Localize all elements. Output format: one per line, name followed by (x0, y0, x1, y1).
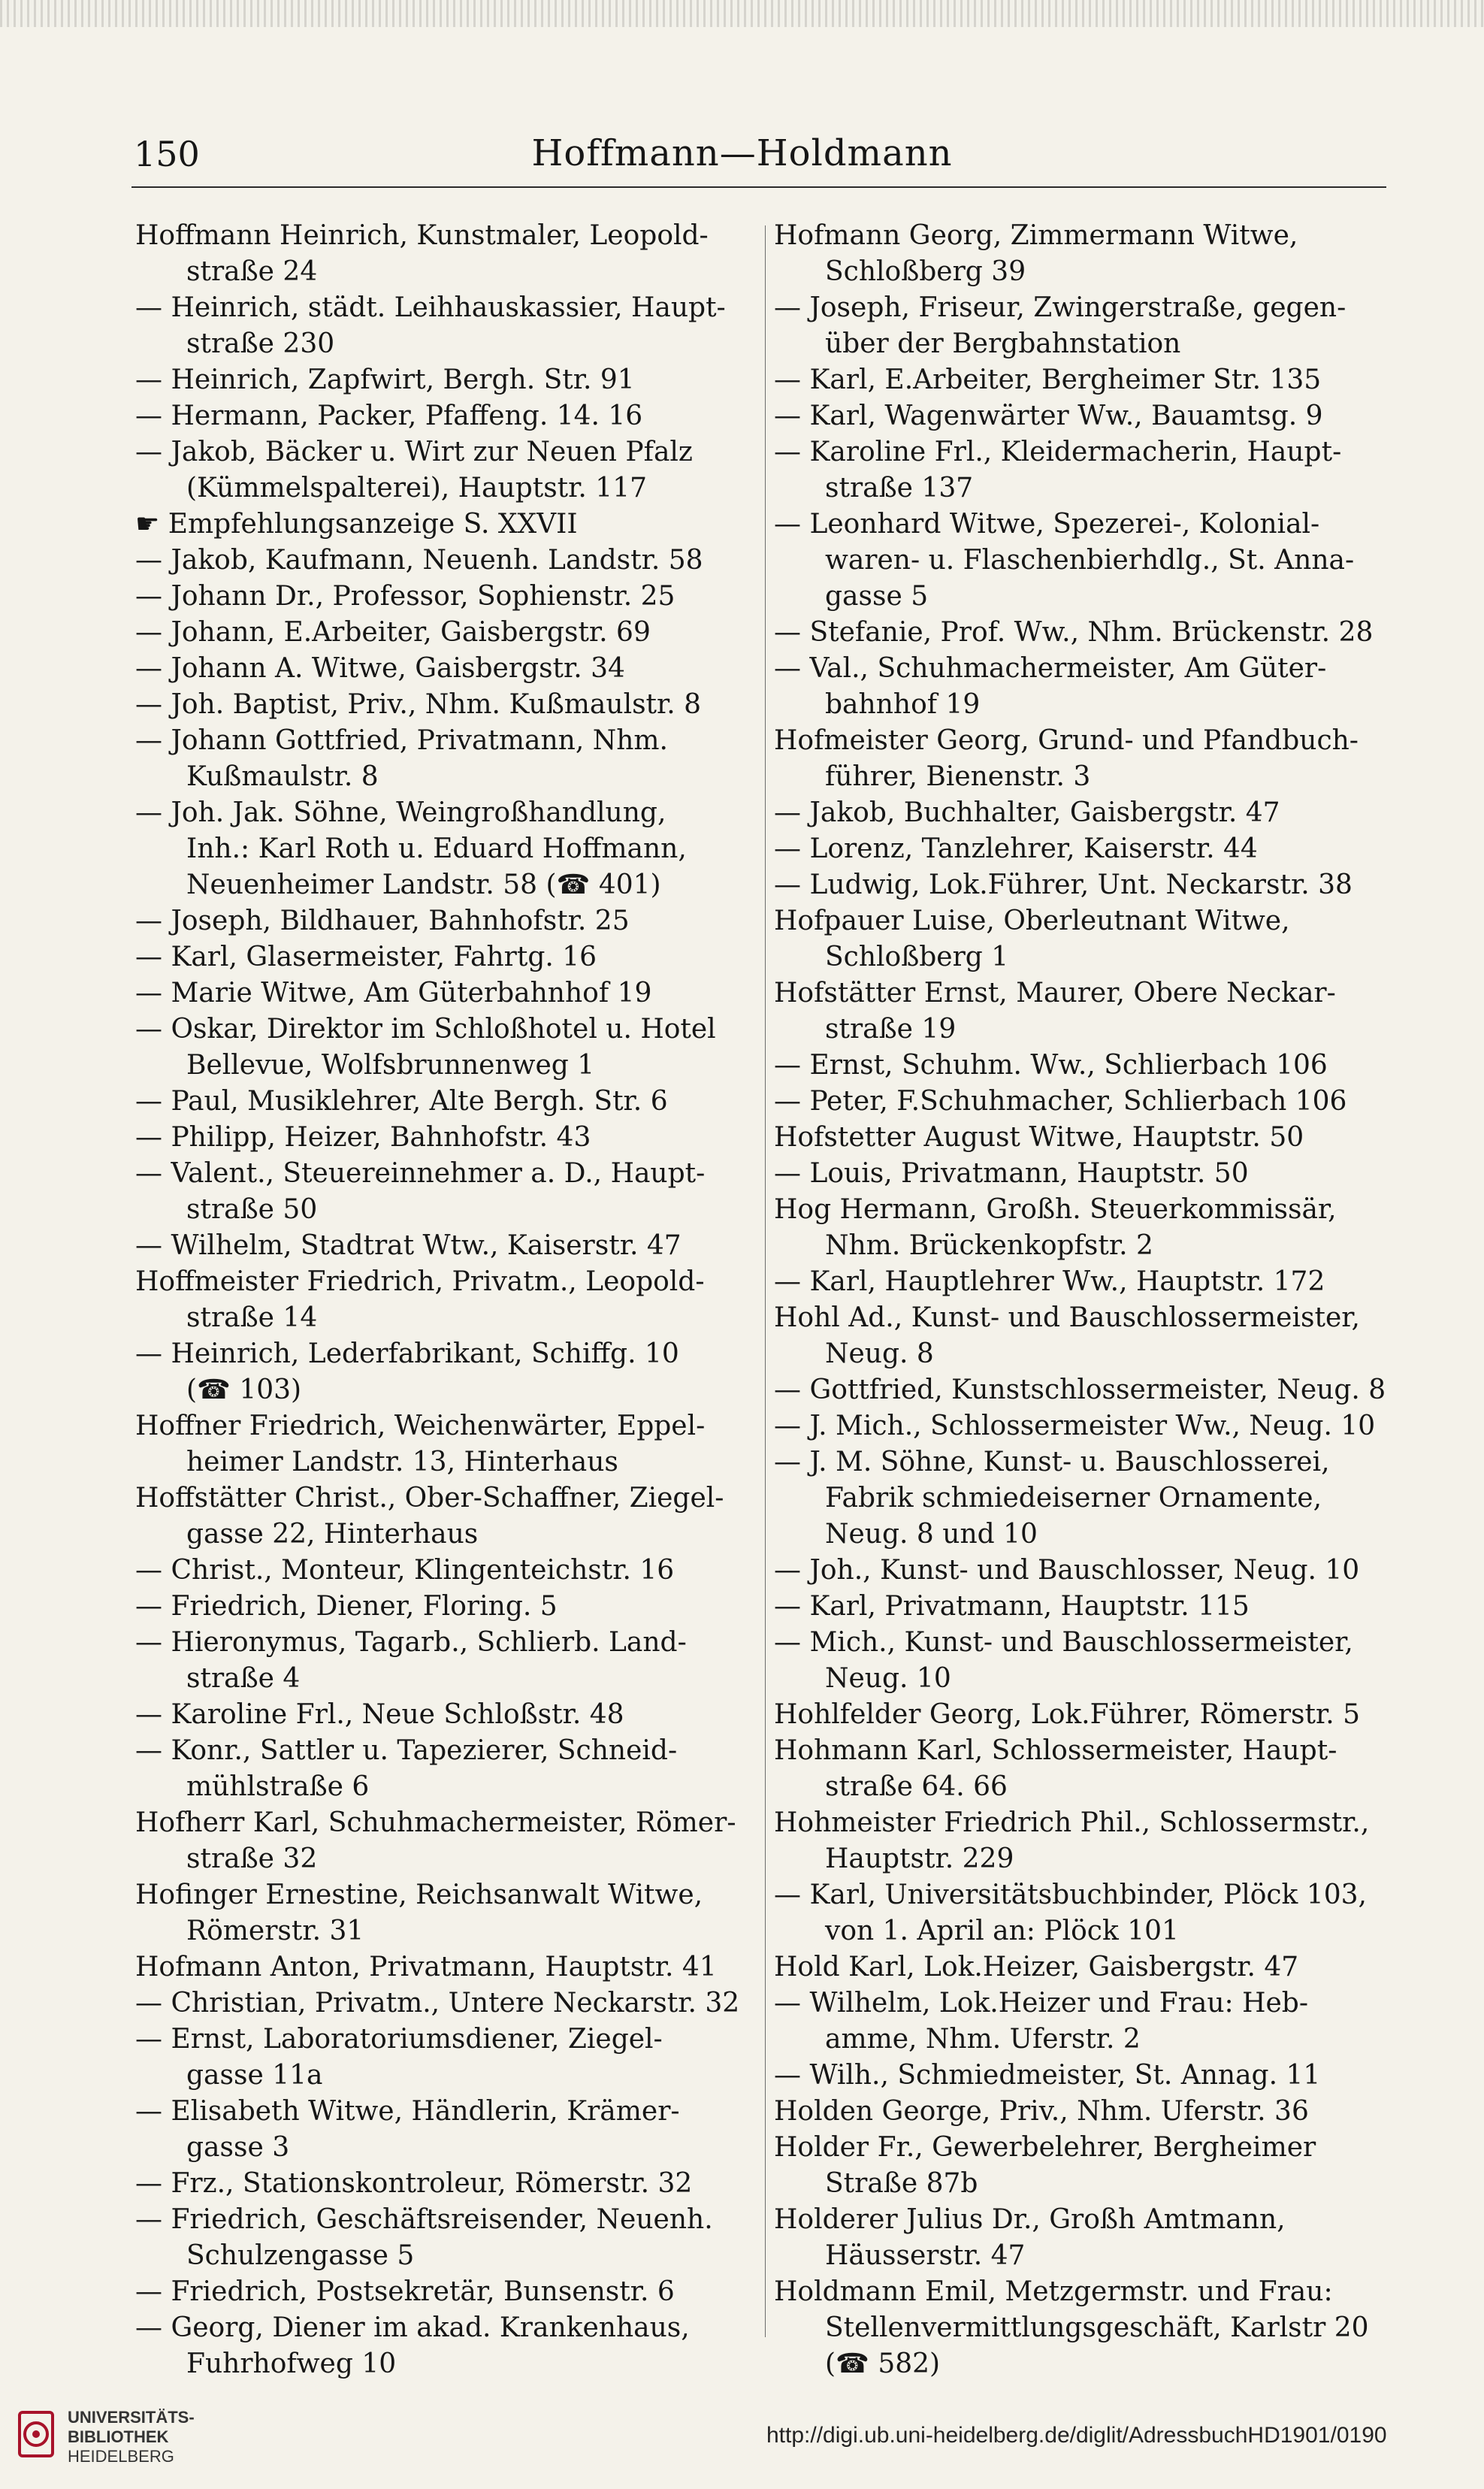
directory-entry: — Ludwig, Lok.Führer, Unt. Neckarstr. 38 (774, 869, 1353, 900)
directory-entry: — Joh. Baptist, Priv., Nhm. Kußmaulstr. 8 (135, 689, 702, 720)
directory-entry: Holder Fr., Gewerbelehrer, Bergheimer Straße 87b (774, 2132, 1316, 2199)
directory-entry: — Wilhelm, Lok.Heizer und Frau: Heb- amme, Nhm. Uferstr. 2 (774, 1988, 1309, 2055)
library-name-line1: UNIVERSITÄTS- (68, 2408, 195, 2427)
directory-entry: — Ernst, Schuhm. Ww., Schlierbach 106 (774, 1050, 1328, 1081)
directory-entry: Hoffner Friedrich, Weichenwärter, Eppel- heimer Landstr. 13, Hinterhaus (135, 1411, 706, 1477)
directory-entry: — Karl, Privatmann, Hauptstr. 115 (774, 1591, 1250, 1622)
scan-edge-noise (0, 0, 1484, 27)
directory-entry: — Mich., Kunst- und Bauschlossermeister, Neug. 10 (774, 1627, 1353, 1694)
directory-entry: — Johann Gottfried, Privatmann, Nhm. Kußmaulstr. 8 (135, 725, 668, 792)
column-divider (765, 225, 766, 2337)
directory-entry: — Friedrich, Diener, Floring. 5 (135, 1591, 558, 1622)
directory-entry: Hog Hermann, Großh. Steuerkommissär, Nhm. Brückenkopfstr. 2 (774, 1194, 1337, 1261)
directory-entry: — Jakob, Bäcker u. Wirt zur Neuen Pfalz (Kümmelspalterei), Hauptstr. 117 (135, 437, 693, 504)
directory-entry: — Philipp, Heizer, Bahnhofstr. 43 (135, 1122, 591, 1153)
directory-entry: Hofherr Karl, Schuhmachermeister, Römer- straße 32 (135, 1807, 736, 1874)
directory-entry: ☛ Empfehlungsanzeige S. XXVII (135, 509, 578, 540)
header-rule (131, 186, 1386, 188)
directory-entry: — Gottfried, Kunstschlossermeister, Neug. 8 (774, 1375, 1386, 1405)
directory-entry: Hold Karl, Lok.Heizer, Gaisbergstr. 47 (774, 1952, 1299, 1982)
directory-entry: — Karoline Frl., Kleidermacherin, Haupt- straße 137 (774, 437, 1342, 504)
directory-entry: — Jakob, Buchhalter, Gaisbergstr. 47 (774, 797, 1280, 828)
directory-entry: — Hieronymus, Tagarb., Schlierb. Land- straße 4 (135, 1627, 687, 1694)
directory-entry: — Friedrich, Geschäftsreisender, Neuenh. Schulzengasse 5 (135, 2204, 713, 2271)
directory-entry: Hofstetter August Witwe, Hauptstr. 50 (774, 1122, 1304, 1153)
directory-entry: — Lorenz, Tanzlehrer, Kaiserstr. 44 (774, 833, 1258, 864)
directory-entry: — Karl, Wagenwärter Ww., Bauamtsg. 9 (774, 401, 1323, 431)
directory-entry: — Valent., Steuereinnehmer a. D., Haupt- straße 50 (135, 1158, 706, 1225)
directory-entry: — Georg, Diener im akad. Krankenhaus, Fuhrhofweg 10 (135, 2312, 690, 2379)
directory-entry: — J. M. Söhne, Kunst- u. Bauschlosserei, Fabrik schmiedeiserner Ornamente, Neug. 8 und 10 (774, 1447, 1330, 1550)
directory-entry: — Peter, F.Schuhmacher, Schlierbach 106 (774, 1086, 1347, 1117)
directory-entry: — Konr., Sattler u. Tapezierer, Schneid- mühlstraße 6 (135, 1735, 678, 1802)
directory-entry: — Christ., Monteur, Klingenteichstr. 16 (135, 1555, 675, 1586)
directory-entry: — Marie Witwe, Am Güterbahnhof 19 (135, 978, 652, 1009)
directory-entry: — Johann Dr., Professor, Sophienstr. 25 (135, 581, 676, 612)
directory-entry: — Joh., Kunst- und Bauschlosser, Neug. 10 (774, 1555, 1360, 1586)
directory-entry: — Ernst, Laboratoriumsdiener, Ziegel- gasse 11a (135, 2024, 663, 2091)
directory-entry: — Karl, Glasermeister, Fahrtg. 16 (135, 942, 597, 972)
university-seal-icon (15, 2403, 57, 2465)
directory-entry: Hohl Ad., Kunst- und Bauschlossermeister, Neug. 8 (774, 1302, 1360, 1369)
directory-entry: Hohmann Karl, Schlossermeister, Haupt- straße 64. 66 (774, 1735, 1337, 1802)
directory-entry: — Joseph, Bildhauer, Bahnhofstr. 25 (135, 906, 630, 936)
directory-entry: — Hermann, Packer, Pfaffeng. 14. 16 (135, 401, 643, 431)
directory-entry: Hofstätter Ernst, Maurer, Obere Neckar- straße 19 (774, 978, 1336, 1045)
library-name (68, 2408, 195, 2466)
directory-entry: — Val., Schuhmachermeister, Am Güter- bahnhof 19 (774, 653, 1327, 720)
directory-entry: Hofpauer Luise, Oberleutnant Witwe, Schloßberg 1 (774, 906, 1290, 972)
directory-entry: — Karoline Frl., Neue Schloßstr. 48 (135, 1699, 624, 1730)
directory-entry: Hohlfelder Georg, Lok.Führer, Römerstr. 5 (774, 1699, 1361, 1730)
directory-entry: — Karl, Hauptlehrer Ww., Hauptstr. 172 (774, 1266, 1325, 1297)
directory-entry: Holdmann Emil, Metzgermstr. und Frau: Stellenvermittlungsgeschäft, Karlstr 20 (☎ 582) (774, 2276, 1369, 2379)
directory-entry: — Louis, Privatmann, Hauptstr. 50 (774, 1158, 1249, 1189)
directory-entry: — J. Mich., Schlossermeister Ww., Neug. 10 (774, 1411, 1376, 1441)
directory-entry: — Joh. Jak. Söhne, Weingroßhandlung, Inh.: Karl Roth u. Eduard Hoffmann, Neuenheimer Landstr. 58 (☎ 401) (135, 797, 687, 900)
directory-entry: — Leonhard Witwe, Spezerei-, Kolonial- waren- u. Flaschenbierhdlg., St. Anna- gasse 5 (774, 509, 1355, 612)
directory-entry: Holden George, Priv., Nhm. Uferstr. 36 (774, 2096, 1309, 2127)
source-url-link[interactable]: http://digi.ub.uni-heidelberg.de/diglit/AdressbuchHD1901/0190 (766, 2423, 1387, 2448)
directory-entry: Holderer Julius Dr., Großh Amtmann, Häusserstr. 47 (774, 2204, 1286, 2271)
directory-entry: — Wilh., Schmiedmeister, St. Annag. 11 (774, 2060, 1321, 2091)
directory-entry: Hoffstätter Christ., Ober-Schaffner, Ziegel- gasse 22, Hinterhaus (135, 1483, 724, 1550)
running-head: Hoffmann—Holdmann (531, 132, 953, 174)
library-name-line2: BIBLIOTHEK (68, 2427, 169, 2446)
left-column (135, 218, 759, 2382)
directory-entry: Hofmann Georg, Zimmermann Witwe, Schloßberg 39 (774, 220, 1298, 287)
directory-entry: — Elisabeth Witwe, Händlerin, Krämer- gasse 3 (135, 2096, 680, 2163)
directory-entry: — Christian, Privatm., Untere Neckarstr. 32 (135, 1988, 740, 2019)
directory-entry: Hoffmann Heinrich, Kunstmaler, Leopold- straße 24 (135, 220, 709, 287)
directory-entry: — Frz., Stationskontroleur, Römerstr. 32 (135, 2168, 693, 2199)
directory-entry: — Heinrich, städt. Leihhauskassier, Haupt- straße 230 (135, 292, 726, 359)
directory-entry: — Jakob, Kaufmann, Neuenh. Landstr. 58 (135, 545, 703, 576)
directory-entry: — Heinrich, Lederfabrikant, Schiffg. 10 (☎ 103) (135, 1338, 679, 1405)
directory-entry: Hofmeister Georg, Grund- und Pfandbuch- führer, Bienenstr. 3 (774, 725, 1359, 792)
directory-entry: Hofmann Anton, Privatmann, Hauptstr. 41 (135, 1952, 717, 1982)
directory-entry: — Johann, E.Arbeiter, Gaisbergstr. 69 (135, 617, 651, 648)
directory-entry: — Stefanie, Prof. Ww., Nhm. Brückenstr. 28 (774, 617, 1374, 648)
directory-entry: — Heinrich, Zapfwirt, Bergh. Str. 91 (135, 364, 635, 395)
directory-entry: — Oskar, Direktor im Schloßhotel u. Hotel Bellevue, Wolfsbrunnenweg 1 (135, 1014, 716, 1081)
library-name-line3: HEIDELBERG (68, 2447, 174, 2466)
right-column (774, 218, 1398, 2382)
directory-entry: Hohmeister Friedrich Phil., Schlossermstr., Hauptstr. 229 (774, 1807, 1370, 1874)
directory-entry: — Johann A. Witwe, Gaisbergstr. 34 (135, 653, 625, 684)
directory-entry: — Joseph, Friseur, Zwingerstraße, gegen- über der Bergbahnstation (774, 292, 1346, 359)
directory-entry: — Wilhelm, Stadtrat Wtw., Kaiserstr. 47 (135, 1230, 682, 1261)
directory-entry: — Paul, Musiklehrer, Alte Bergh. Str. 6 (135, 1086, 668, 1117)
directory-entry: — Friedrich, Postsekretär, Bunsenstr. 6 (135, 2276, 675, 2307)
directory-entry: Hoffmeister Friedrich, Privatm., Leopold- straße 14 (135, 1266, 705, 1333)
directory-entry: Hofinger Ernestine, Reichsanwalt Witwe, Römerstr. 31 (135, 1880, 703, 1946)
directory-entry: — Karl, E.Arbeiter, Bergheimer Str. 135 (774, 364, 1322, 395)
directory-entry: — Karl, Universitätsbuchbinder, Plöck 103, von 1. April an: Plöck 101 (774, 1880, 1367, 1946)
page-number: 150 (134, 134, 200, 174)
